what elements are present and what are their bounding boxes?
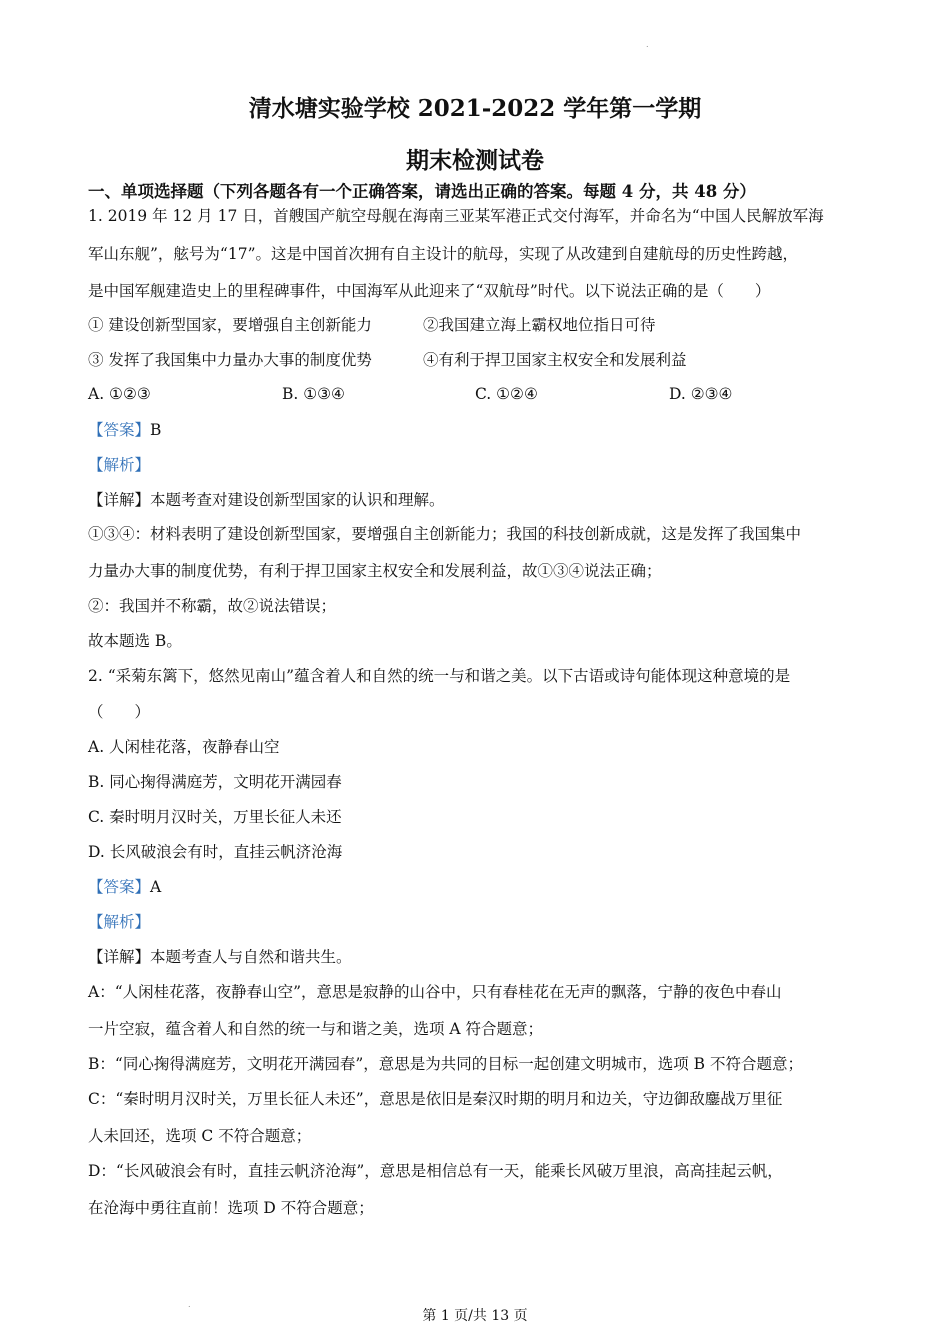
q1-option-b: B. ①③④ <box>282 385 345 403</box>
q1-answer <box>88 420 868 440</box>
q2-option-a: A. 人闲桂花落，夜静春山空 <box>88 738 280 756</box>
analysis-tag: 【解析】 <box>88 913 151 931</box>
answer-tag: 【答案】 <box>88 878 151 896</box>
q1-detail-line: ②：我国并不称霸，故②说法错误； <box>88 597 337 615</box>
q1-stem-line: 是中国军舰建造史上的里程碑事件，中国海军从此迎来了“双航母”时代。以下说法正确的是（ ） <box>88 282 771 300</box>
analysis-tag: 【解析】 <box>88 456 151 474</box>
detail-text: 本题考查人与自然和谐共生。 <box>150 948 352 966</box>
q2-option-d: D. 长风破浪会有时，直挂云帆济沧海 <box>88 843 343 861</box>
q1-detail-line <box>88 490 868 510</box>
detail-text: 本题考查对建设创新型国家的认识和理解。 <box>150 491 445 509</box>
q2-detail-line: A：“人闲桂花落，夜静春山空”，意思是寂静的山谷中，只有春桂花在无声的飘落，宁静的夜色中春山 <box>88 983 782 1001</box>
q2-detail-line: C：“秦时明月汉时关，万里长征人未还”，意思是依旧是秦汉时期的明月和边关，守边御敌鏖战万里征 <box>88 1090 783 1108</box>
q2-detail-line: 人未回还，选项 C 不符合题意； <box>88 1127 312 1145</box>
q1-statement: ① 建设创新型国家，要增强自主创新能力 <box>88 316 372 334</box>
q1-detail-line: ①③④：材料表明了建设创新型国家，要增强自主创新能力；我国的科技创新成就，这是发挥了我国集中 <box>88 525 802 543</box>
answer-value: B <box>150 421 162 439</box>
q1-statement: ③ 发挥了我国集中力量办大事的制度优势 <box>88 351 372 369</box>
page-number: 第 1 页/共 13 页 <box>422 1308 528 1324</box>
exam-title-line1: 清水塘实验学校 2021-2022 学年第一学期 <box>248 95 702 122</box>
exam-title-line2: 期末检测试卷 <box>406 147 544 174</box>
q2-stem-line: （ ） <box>88 703 151 721</box>
q1-detail-line: 力量办大事的制度优势，有利于捍卫国家主权安全和发展利益，故①③④说法正确； <box>88 562 662 580</box>
q1-analysis <box>88 455 868 475</box>
q2-detail-line: 一片空寂，蕴含着人和自然的统一与和谐之美，选项 A 符合题意； <box>88 1020 544 1038</box>
q2-detail-line: 在沧海中勇往直前！选项 D 不符合题意； <box>88 1199 374 1217</box>
answer-value: A <box>150 878 162 896</box>
q2-option-c: C. 秦时明月汉时关，万里长征人未还 <box>88 808 342 826</box>
q2-option-b: B. 同心掬得满庭芳，文明花开满园春 <box>88 773 342 791</box>
q2-detail-line: B：“同心掬得满庭芳，文明花开满园春”，意思是为共同的目标一起创建文明城市，选项 B 不符合题意； <box>88 1055 803 1073</box>
scan-dot: . <box>188 1300 191 1309</box>
section-heading: 一、单项选择题（下列各题各有一个正确答案，请选出正确的答案。每题 4 分，共 48 分） <box>88 182 756 201</box>
q1-option-c: C. ①②④ <box>475 385 538 403</box>
q2-analysis <box>88 912 868 932</box>
q1-option-a: A. ①②③ <box>88 385 151 403</box>
detail-tag: 【详解】 <box>88 491 151 509</box>
q1-stem-line: 1. 2019 年 12 月 17 日，首艘国产航空母舰在海南三亚某军港正式交付海军，并命名为“中国人民解放军海 <box>88 207 824 225</box>
q1-option-d: D. ②③④ <box>669 385 733 403</box>
q1-detail-line: 故本题选 B。 <box>88 632 182 650</box>
answer-tag: 【答案】 <box>88 421 151 439</box>
q2-answer <box>88 877 868 897</box>
scan-dot: . <box>646 40 649 49</box>
q1-statement: ②我国建立海上霸权地位指日可待 <box>423 316 656 334</box>
q2-stem-line: 2. “采菊东篱下，悠然见南山”蕴含着人和自然的统一与和谐之美。以下古语或诗句能体现这种意境的是 <box>88 667 791 685</box>
q1-statement: ④有利于捍卫国家主权安全和发展利益 <box>423 351 687 369</box>
q2-detail-line: D：“长风破浪会有时，直挂云帆济沧海”，意思是相信总有一天，能乘长风破万里浪，高高挂起云帆， <box>88 1162 783 1180</box>
q2-detail-line <box>88 947 868 967</box>
q1-stem-line: 军山东舰”，舷号为“17”。这是中国首次拥有自主设计的航母，实现了从改建到自建航母的历史性跨越， <box>88 245 798 263</box>
detail-tag: 【详解】 <box>88 948 151 966</box>
